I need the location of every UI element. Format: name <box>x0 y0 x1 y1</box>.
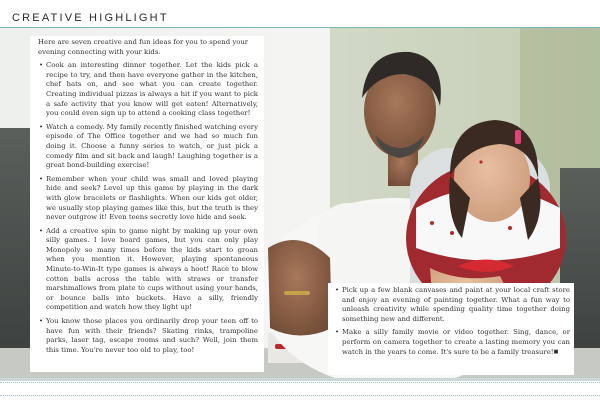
feature-panel <box>0 28 600 381</box>
tip-item: • You know those places you ordinarily drop your teen off to have fun with their friends? Skating rinks, trampoline parks, laser tag, escape rooms and such? Well, join them this time. You're never too old to play, too! <box>38 317 258 355</box>
tip-item <box>334 328 570 357</box>
tips-list <box>38 61 258 355</box>
bottom-band <box>0 378 600 381</box>
tip-item: • Cook an interesting dinner together. Let the kids pick a recipe to try, and then have everyone gather in the kitchen, chef hats on, and see what you can create together. Creating individual pizzas is always a hit if you want to pick a safe activity that you know will get eaten! Alternatively, you could even sign up to attend a cooking class together! <box>38 61 258 119</box>
tip-item: • Watch a comedy. My family recently finished watching every episode of The Office together and we had so much fun doing it. Choose a funny series to watch, or just pick a comedy film and sit back and laugh! Laughing together is a great bond-building exercise! <box>38 123 258 171</box>
article-text-column <box>30 36 264 372</box>
tips-list-continued <box>334 286 570 357</box>
tip-item-text: Make a silly family movie or video together. Sing, dance, or perform on camera together to create a lasting memory you can watch in the years to come. It's sure to be a family treasure! <box>342 328 570 356</box>
article-continued-box <box>328 283 574 375</box>
footer-divider <box>0 382 600 383</box>
tip-item: • Pick up a few blank canvases and paint at your local craft store and enjoy an evening of painting together. What a fun way to unleash creativity while spending quality time together doing something new and different. <box>334 286 570 324</box>
tip-item: • Add a creative spin to game night by making up your own silly games. I love board games, but you can only play Monopoly so many times before the kids start to groan when you mention it. However, playing spontaneous Minute-to-Win-It type games is always a hoot! Race to blow cotton balls across the table with straws or transfer marshmallows from plate to cups without using your hands, or bounce balls into buckets. Have a silly, friendly competition and watch how they light up! <box>38 227 258 313</box>
tip-item: • Remember when your child was small and loved playing hide and seek? Level up this game by playing in the dark with glow bracelets or flashlights. When our kids get older, we usually stop playing games like this, but the truth is they never outgrow it! Even teens secretly love hide and seek. <box>38 175 258 223</box>
article-intro: Here are seven creative and fun ideas for you to spend your evening connecting with your kids. <box>38 38 249 56</box>
section-title: CREATIVE HIGHLIGHT <box>12 12 169 24</box>
end-mark-icon: ■ <box>553 348 559 355</box>
footer-divider-lower <box>0 395 600 396</box>
